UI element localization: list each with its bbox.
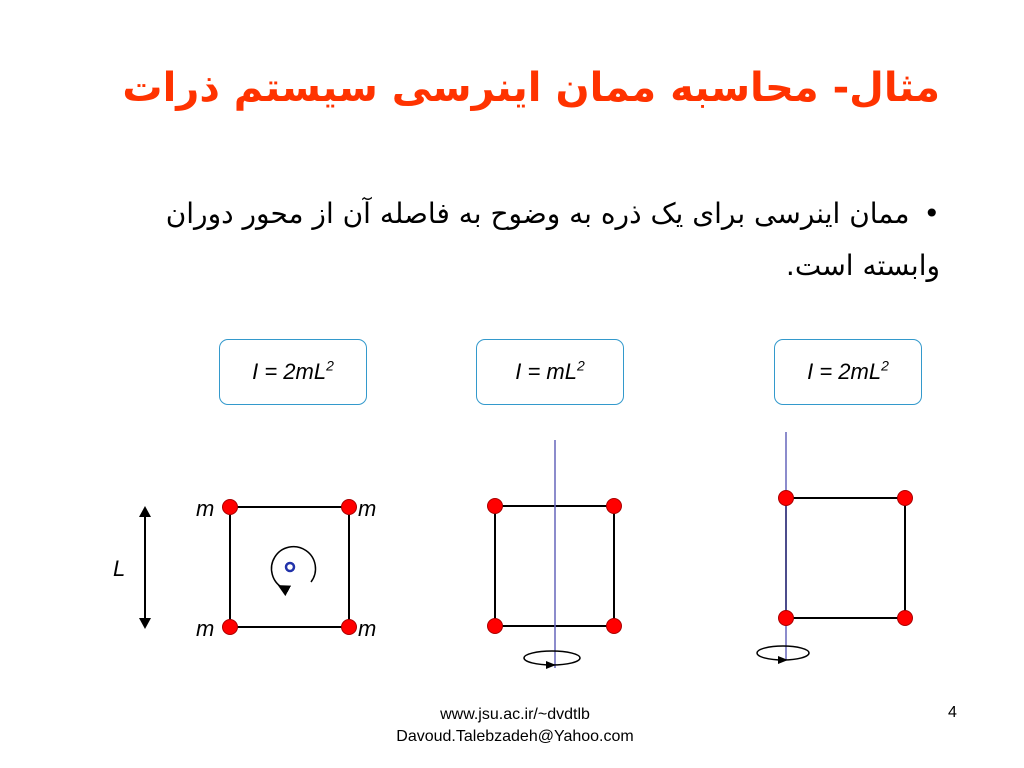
mass-label: m [196, 496, 215, 521]
particle [607, 499, 622, 514]
mass-label: m [358, 616, 377, 641]
particle [488, 619, 503, 634]
bullet-marker: • [923, 197, 940, 230]
formula-left: $I = 2mL^2$ [252, 357, 334, 384]
diagram-mid-axis [488, 440, 622, 669]
slide-title: مثال- محاسبه ممان اینرسی سیستم ذرات [122, 65, 940, 111]
diagram-center-axis [113, 496, 376, 641]
particle [223, 500, 238, 515]
rotation-ellipse [757, 646, 809, 660]
particle [607, 619, 622, 634]
length-label: L [113, 556, 126, 581]
particle [779, 491, 794, 506]
footer-url: www.jsu.ac.ir/~dvdtlb [440, 706, 590, 723]
bullet-text: ممان اینرسی برای یک ذره به وضوح به فاصله آن از محور دوران وابسته است. [165, 197, 940, 282]
footer-email: Davoud.Talebzadeh@Yahoo.com [396, 728, 634, 745]
footer [340, 704, 690, 748]
particle [223, 620, 238, 635]
formula-middle: $I = mL^2$ [515, 357, 585, 384]
diagram-edge-axis [757, 432, 913, 664]
particle [342, 500, 357, 515]
mass-label: m [196, 616, 215, 641]
length-arrow-up [139, 506, 151, 517]
square-frame [786, 498, 905, 618]
particle [342, 620, 357, 635]
mass-label: m [358, 496, 377, 521]
square-frame [230, 507, 349, 627]
rotation-ellipse [524, 651, 580, 665]
formula-right: $I = 2mL^2$ [807, 357, 889, 384]
particle [898, 611, 913, 626]
particle [779, 611, 794, 626]
particle [898, 491, 913, 506]
rotation-axis-point [286, 563, 294, 571]
length-arrow-down [139, 618, 151, 629]
particle [488, 499, 503, 514]
page-number: 4 [948, 704, 957, 721]
